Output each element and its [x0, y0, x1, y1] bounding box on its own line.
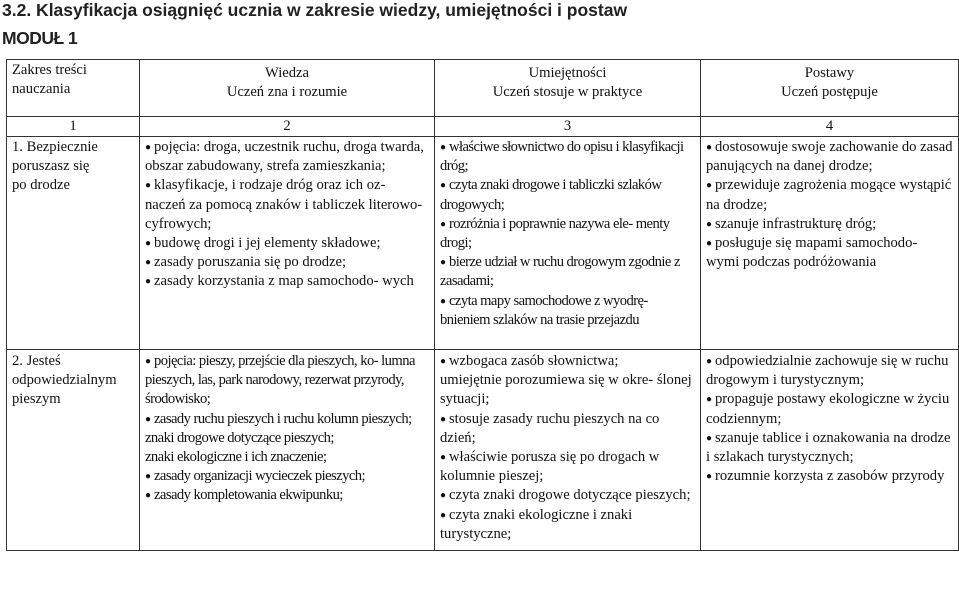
item-text: drodze i szlakach turystycznych;	[706, 429, 951, 466]
item-text: bierze udział w ruchu drogowym	[449, 254, 626, 271]
bullet-icon: ●	[145, 413, 151, 425]
column-number: 3	[435, 117, 701, 137]
item-text: wystąpić na drodze;	[706, 177, 952, 213]
skills-cell	[435, 137, 701, 350]
header-skills: Umiejętności Uczeń stosuje w praktyce	[435, 60, 701, 117]
item-text: wych	[382, 273, 414, 290]
attitudes-cell	[701, 137, 959, 350]
list-item	[145, 234, 429, 253]
topic-line: 2. Jesteś	[12, 353, 61, 369]
header-knowledge: Wiedza Uczeń zna i rozumie	[140, 60, 435, 117]
list-item	[145, 448, 429, 467]
item-text: szlaków drogowych;	[440, 177, 662, 213]
list-item	[706, 352, 953, 390]
item-text: czyta znaki drogowe i tabliczki	[449, 177, 615, 194]
topic-line: pieszym	[12, 391, 61, 408]
bullet-icon: ●	[440, 295, 446, 307]
item-text: pieszych;	[314, 468, 366, 485]
header-attitudes: Postawy Uczeń postępuje	[701, 60, 959, 117]
list-item	[706, 138, 953, 176]
item-text: i klasyfikacji dróg;	[440, 139, 684, 175]
bullet-icon: ●	[440, 142, 446, 153]
bullet-icon: ●	[145, 471, 151, 483]
list-item	[145, 138, 429, 176]
item-text: zamieszkania;	[302, 158, 386, 175]
item-text: zasady korzystania z map samochodo-	[154, 273, 379, 290]
item-text: odpowiedzialnie zachowuje się	[715, 353, 898, 369]
item-text: turystyczne;	[440, 525, 512, 542]
item-text: pojęcia: droga, uczestnik ruchu, droga	[154, 139, 377, 155]
item-text: budowę drogi i jej elementy składowe;	[154, 235, 381, 252]
list-item	[440, 486, 695, 505]
item-text: szanuje infrastrukturę dróg;	[715, 215, 877, 232]
item-text: zasady organizacji wycieczek	[154, 468, 312, 485]
list-item	[706, 234, 953, 272]
list-item	[706, 390, 953, 428]
item-text: klasyfikacje, i rodzaje dróg oraz ich oz-	[154, 177, 386, 194]
item-text: zasady ruchu pieszych i ruchu kolumn	[154, 410, 359, 427]
list-item	[145, 486, 429, 505]
item-text: stosuje zasady ruchu pieszych na	[449, 410, 642, 427]
bullet-icon: ●	[145, 257, 152, 269]
topic-line: po drodze	[12, 177, 70, 194]
item-text: rozumnie korzysta z zasobów	[715, 468, 889, 485]
list-item	[706, 429, 953, 467]
bullet-icon: ●	[706, 238, 713, 250]
bullet-icon: ●	[706, 142, 713, 153]
item-text: w życiu codziennym;	[706, 391, 950, 427]
topic-cell	[7, 137, 140, 350]
bullet-icon: ●	[706, 394, 713, 406]
item-text: szanuje tablice i oznakowania na	[715, 429, 908, 446]
bullet-icon: ●	[440, 180, 446, 192]
knowledge-cell	[140, 350, 435, 551]
achievements-table	[6, 59, 959, 551]
item-text: wzbogaca zasób słownictwa;	[449, 353, 619, 369]
bullet-icon: ●	[145, 356, 151, 367]
item-text: przyrody, środowisko;	[145, 372, 405, 408]
column-number: 2	[140, 117, 435, 137]
item-text: bnieniem szlaków na trasie przejazdu	[440, 311, 640, 328]
list-item	[440, 410, 695, 448]
bullet-icon: ●	[440, 413, 447, 425]
item-text: przewiduje zagrożenia mogące	[715, 177, 896, 194]
section-title: 3.2. Klasyfikacja osiągnięć ucznia w zakresie wiedzy, umiejętności i postaw	[2, 0, 628, 20]
list-item	[440, 215, 695, 253]
item-text: zasady poruszania się po drodze;	[154, 254, 347, 271]
list-item	[145, 352, 429, 410]
table-row	[7, 137, 959, 350]
header-topic: Zakres treści nauczania	[7, 60, 140, 117]
item-text: pieszych;	[361, 410, 412, 427]
topic-line: odpowiedzialnym	[12, 372, 117, 389]
item-text: menty drogi;	[440, 215, 670, 252]
item-text: czyta znaki ekologiczne i znaki	[449, 506, 633, 523]
item-text: zasad panujących na danej drodze;	[706, 139, 953, 175]
bullet-icon: ●	[145, 180, 152, 192]
bullet-icon: ●	[706, 471, 713, 483]
item-text: dostosowuje swoje zachowanie do	[715, 139, 917, 155]
list-item	[440, 371, 695, 409]
bullet-icon: ●	[440, 257, 446, 269]
item-text: twarda, obszar zabudowany, strefa	[145, 139, 424, 175]
list-item	[440, 506, 695, 544]
knowledge-cell	[140, 137, 435, 350]
item-text: czyta znaki drogowe dotyczące	[449, 487, 632, 504]
column-number: 4	[701, 117, 959, 137]
bullet-icon: ●	[145, 142, 152, 153]
module-label: MODUŁ 1	[2, 28, 78, 48]
list-item	[440, 352, 695, 371]
topic-line: poruszasz się	[12, 158, 90, 175]
list-item	[440, 448, 695, 486]
item-text: rozróżnia i poprawnie nazywa ele-	[449, 215, 633, 232]
bullet-icon: ●	[706, 218, 713, 230]
attitudes-cell	[701, 350, 959, 551]
topic-cell	[7, 350, 140, 551]
item-text: zgodnie z zasadami;	[440, 254, 680, 290]
bullet-icon: ●	[706, 432, 713, 444]
bullet-icon: ●	[706, 180, 713, 192]
bullet-icon: ●	[440, 490, 447, 502]
list-item	[706, 176, 953, 214]
item-text: właściwe słownictwo do opisu	[449, 139, 613, 155]
item-text: zasady kompletowania ekwipunku;	[154, 487, 343, 504]
header-row	[7, 60, 959, 117]
bullet-icon: ●	[145, 238, 152, 250]
item-text: znaki ekologiczne i ich znaczenie;	[145, 449, 327, 466]
list-item	[440, 138, 695, 176]
bullet-icon: ●	[145, 490, 151, 502]
column-number: 1	[7, 117, 140, 137]
item-text: czyta mapy samochodowe z wyodrę-	[449, 292, 648, 309]
list-item	[440, 292, 695, 330]
item-text: właściwie porusza się po drogach	[449, 449, 646, 466]
bullet-icon: ●	[440, 356, 447, 367]
item-text: lumna pieszych, las, park narodowy, rezerwat	[145, 353, 415, 389]
list-item	[145, 272, 429, 291]
list-item	[145, 253, 429, 272]
item-text: wymi podczas podróżowania	[706, 254, 877, 271]
item-text: propaguje postawy ekologiczne	[715, 391, 900, 408]
item-text: naczeń za pomocą znaków i tabliczek literowo-cyfrowych;	[145, 196, 423, 232]
column-number-row	[7, 117, 959, 137]
item-text: znaki drogowe dotyczące pieszych;	[145, 429, 334, 446]
list-item	[145, 467, 429, 486]
list-item	[145, 429, 429, 448]
item-text: w kolumnie pieszej;	[440, 449, 660, 485]
list-item	[706, 215, 953, 234]
bullet-icon: ●	[440, 452, 447, 464]
item-text: posługuje się mapami samochodo-	[715, 235, 918, 252]
item-text: ślonej sytuacji;	[440, 372, 692, 408]
bullet-icon: ●	[706, 356, 713, 367]
table-row	[7, 350, 959, 551]
list-item	[440, 253, 695, 291]
bullet-icon: ●	[440, 509, 447, 521]
skills-cell	[435, 350, 701, 551]
item-text: pojęcia: pieszy, przejście dla pieszych, ko-	[154, 353, 379, 369]
list-item	[145, 410, 429, 429]
list-item	[145, 176, 429, 234]
list-item	[706, 467, 953, 486]
item-text: w ruchu drogowym i turystycznym;	[706, 353, 949, 389]
item-text: co dzień;	[440, 410, 660, 446]
bullet-icon: ●	[145, 276, 152, 288]
item-text: umiejętnie porozumiewa się w okre-	[440, 372, 654, 389]
bullet-icon: ●	[440, 218, 446, 230]
item-text: przyrody	[891, 468, 945, 485]
item-text: pieszych;	[635, 487, 691, 504]
list-item	[440, 176, 695, 214]
topic-line: 1. Bezpiecznie	[12, 139, 98, 155]
